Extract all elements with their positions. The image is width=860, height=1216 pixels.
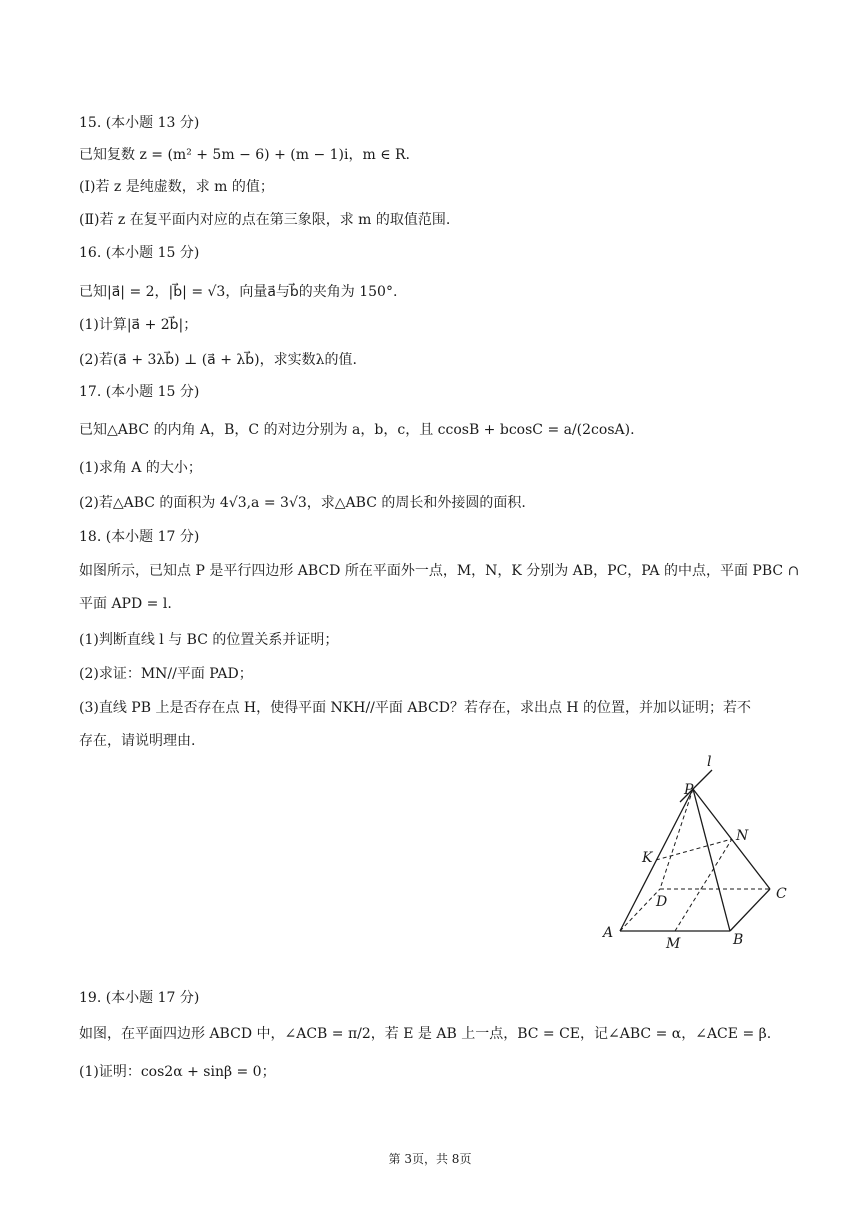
label-N: N: [736, 828, 749, 844]
line-4: 16. (本小题 15 分): [79, 245, 200, 261]
edge-PB: [693, 789, 730, 931]
line-1: 已知复数 z = (m² + 5m − 6) + (m − 1)i，m ∈ R.: [79, 147, 410, 163]
label-A: A: [603, 925, 614, 941]
edge-AD: [620, 889, 660, 931]
line-3: (Ⅱ)若 z 在复平面内对应的点在第三象限，求 m 的取值范围.: [79, 212, 451, 228]
pyramid-figure: [596, 752, 796, 962]
line-13: 如图所示，已知点 P 是平行四边形 ABCD 所在平面外一点，M，N，K 分别为 AB，PC，PA 的中点，平面 PBC ∩: [79, 563, 800, 579]
line-19: 19. (本小题 17 分): [79, 990, 200, 1006]
edge-BC: [730, 889, 770, 931]
label-K: K: [642, 850, 653, 866]
line-11: (2)若△ABC 的面积为 4√3,a = 3√3，求△ABC 的周长和外接圆的面积.: [79, 495, 526, 511]
line-12: 18. (本小题 17 分): [79, 529, 200, 545]
line-15: (1)判断直线 l 与 BC 的位置关系并证明；: [79, 632, 339, 648]
label-P: P: [684, 782, 694, 798]
line-6: (1)计算|a⃗ + 2b⃗|；: [79, 317, 198, 333]
label-B: B: [733, 932, 744, 948]
line-5: 已知|a⃗| = 2，|b⃗| = √3，向量a⃗与b⃗的夹角为 150°.: [79, 284, 398, 300]
page-footer: 第 3页，共 8页: [388, 1152, 472, 1166]
label-C: C: [776, 886, 787, 902]
edge-PD: [660, 789, 693, 889]
line-0: 15. (本小题 13 分): [79, 115, 200, 131]
line-17: (3)直线 PB 上是否存在点 H，使得平面 NKH//平面 ABCD？若存在，求出点 H 的位置，并加以证明；若不: [79, 700, 752, 716]
line-20: 如图，在平面四边形 ABCD 中，∠ACB = π/2，若 E 是 AB 上一点，BC = CE，记∠ABC = α，∠ACE = β.: [79, 1026, 772, 1042]
line-21: (1)证明：cos2α + sinβ = 0；: [79, 1064, 276, 1080]
line-14: 平面 APD = l.: [79, 596, 172, 612]
line-9: 已知△ABC 的内角 A，B，C 的对边分别为 a，b，c，且 ccosB + bcosC = a/(2cosA).: [79, 422, 635, 438]
label-M: M: [666, 936, 681, 952]
label-D: D: [656, 894, 668, 910]
line-10: (1)求角 A 的大小；: [79, 460, 202, 476]
line-16: (2)求证：MN//平面 PAD；: [79, 666, 253, 682]
line-7: (2)若(a⃗ + 3λb⃗) ⊥ (a⃗ + λb⃗)，求实数λ的值.: [79, 352, 357, 368]
line-8: 17. (本小题 15 分): [79, 384, 200, 400]
line-18: 存在，请说明理由.: [79, 733, 196, 749]
label-l: l: [707, 754, 712, 770]
line-2: (Ⅰ)若 z 是纯虚数，求 m 的值；: [79, 179, 274, 195]
